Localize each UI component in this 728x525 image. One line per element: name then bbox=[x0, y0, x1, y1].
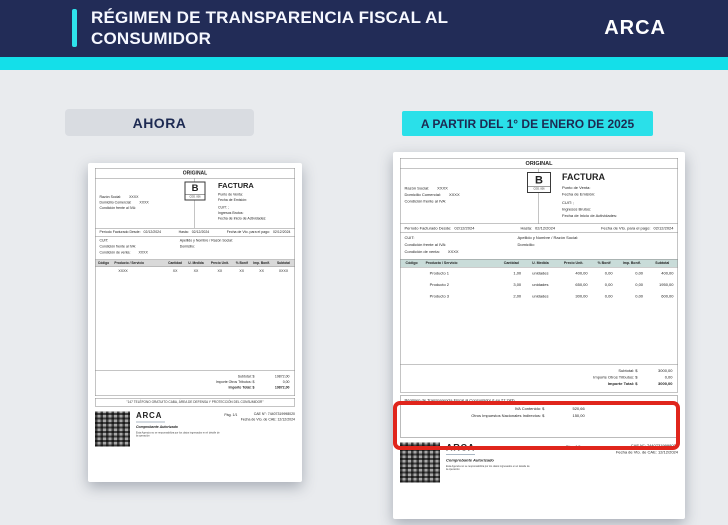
periodo-desde-label: Período Facturado Desde: bbox=[404, 226, 452, 231]
col-bonif: % Bonif bbox=[235, 261, 248, 265]
consumer-defense-line: "147 TELÉFONO GRATUITO CABA, ÁREA DE DEFENSA Y PROTECCIÓN DEL CONSUMIDOR" bbox=[95, 398, 295, 407]
invoice-2025 bbox=[393, 152, 685, 519]
label-ahora: AHORA bbox=[65, 109, 254, 136]
col-precio: Precio Unit. bbox=[563, 261, 584, 265]
cliente-cuit-label: CUIT: bbox=[99, 239, 109, 243]
total-value: 19872,00 bbox=[274, 386, 290, 390]
cae-block bbox=[241, 412, 295, 424]
cell-codigo bbox=[401, 271, 423, 276]
invoice-footer bbox=[95, 412, 295, 447]
punto-venta-label: Punto de Venta: bbox=[218, 193, 243, 197]
periodo-desde-value: 02/12/2024 bbox=[454, 226, 475, 231]
cae-value: 74407319998020 bbox=[267, 412, 295, 416]
iva-contenido-value: 520,66 bbox=[572, 406, 585, 411]
table-empty-space bbox=[96, 276, 295, 371]
col-impbonif: Imp. Bonif. bbox=[253, 261, 271, 265]
cell-subtotal: XXXX bbox=[278, 269, 289, 273]
punto-venta-label: Punto de Venta: bbox=[562, 185, 591, 190]
ingresos-brutos-label: Ingresos Brutos: bbox=[218, 211, 244, 215]
hasta-label: Hasta: bbox=[178, 230, 189, 234]
col-umedida: U. Medida bbox=[532, 261, 549, 265]
cell-impbonif: XX bbox=[259, 269, 264, 273]
totals-box bbox=[401, 364, 678, 392]
domicilio-comercial-value: XXXX bbox=[448, 192, 460, 197]
cell-cantidad: XX bbox=[172, 269, 178, 273]
cell-cantidad: 3,00 bbox=[513, 282, 522, 287]
items-table-header bbox=[96, 260, 295, 267]
invoice-body bbox=[95, 168, 295, 396]
col-codigo: Código bbox=[405, 261, 418, 265]
cell-impbonif: 0,00 bbox=[635, 282, 644, 287]
cell-umedida: unidades bbox=[532, 282, 549, 287]
doc-type-title: FACTURA bbox=[218, 181, 254, 190]
invoice-letter-box bbox=[185, 182, 206, 201]
vto-pago-value: 02/12/2024 bbox=[653, 226, 674, 231]
customer-info bbox=[96, 237, 295, 261]
invoice-letter: B bbox=[535, 173, 543, 186]
cell-subtotal: 400,00 bbox=[661, 271, 674, 276]
seller-info bbox=[401, 169, 540, 224]
cell-bonif: XX bbox=[239, 269, 245, 273]
item-row-3 bbox=[401, 291, 678, 303]
ingresos-brutos-label: Ingresos Brutos: bbox=[562, 207, 592, 212]
label-enero-2025: A PARTIR DEL 1° DE ENERO DE 2025 bbox=[402, 111, 653, 136]
subtotal-value: 3000,00 bbox=[658, 368, 673, 373]
cell-umedida: unidades bbox=[532, 271, 549, 276]
cell-precio: 300,00 bbox=[575, 294, 588, 299]
col-cantidad: Cantidad bbox=[168, 261, 183, 265]
vto-pago-label: Fecha de Vto. para el pago: bbox=[226, 230, 270, 234]
footer-arca-logo: ARCA bbox=[136, 411, 163, 420]
cae-vto-value: 12/12/2024 bbox=[277, 418, 295, 422]
cuit-label: CUIT: ; bbox=[562, 200, 575, 205]
invoice-letter: B bbox=[191, 183, 199, 194]
condicion-venta-value: XXXX bbox=[447, 249, 459, 254]
cell-precio: 400,00 bbox=[575, 271, 588, 276]
otros-tributos-value: 0,00 bbox=[664, 375, 673, 380]
domicilio-comercial-label: Domicilio Comercial: bbox=[99, 201, 132, 205]
invoice-meta bbox=[539, 169, 678, 224]
condicion-iva-label: Condición frente al IVA: bbox=[404, 199, 447, 204]
footer-arca-underline bbox=[136, 422, 165, 423]
cuit-label: CUIT: ; bbox=[218, 206, 229, 210]
item-row bbox=[96, 267, 295, 276]
invoice-ahora-card bbox=[88, 163, 302, 482]
subtotal-value: 19872,00 bbox=[274, 375, 290, 379]
hasta-value: 02/12/2024 bbox=[535, 226, 556, 231]
domicilio-label: Domicilio: bbox=[179, 245, 195, 249]
fecha-emision-label: Fecha de Emisión: bbox=[562, 192, 596, 197]
cell-bonif: 0,00 bbox=[604, 294, 613, 299]
title-accent-bar bbox=[72, 9, 77, 47]
condicion-venta-value: XXXX bbox=[138, 251, 148, 255]
razon-social-value: XXXX bbox=[129, 195, 139, 199]
cell-producto: Producto 3 bbox=[429, 294, 450, 299]
total-label: Importe Total: $ bbox=[228, 386, 255, 390]
invoice-body bbox=[400, 158, 678, 393]
invoice-letter-code: COD. 006 bbox=[528, 187, 550, 191]
total-value: 3000,00 bbox=[658, 381, 673, 386]
highlight-red-box bbox=[393, 401, 680, 450]
item-row-2 bbox=[401, 279, 678, 291]
page-number: Pág. 1/1 bbox=[566, 444, 581, 449]
table-empty-space bbox=[401, 302, 678, 364]
otros-impuestos-label: Otros Impuestos Nacionales Indirectos: $ bbox=[471, 413, 545, 418]
total-label: Importe Total: $ bbox=[607, 381, 638, 386]
periodo-desde-label: Período Facturado Desde: bbox=[99, 230, 141, 234]
header-bar bbox=[0, 0, 728, 57]
qr-code bbox=[95, 412, 130, 447]
cae-vto-label: Fecha de Vto. de CAE: bbox=[615, 450, 657, 455]
col-producto: Producto / Servicio bbox=[114, 261, 145, 265]
invoice-header bbox=[401, 169, 678, 224]
cae-label: CAE N°: bbox=[630, 443, 646, 448]
col-bonif: % Bonif bbox=[597, 261, 611, 265]
subtotal-label: Subtotal: $ bbox=[618, 368, 638, 373]
inicio-actividades-label: Fecha de Inicio de Actividades: bbox=[562, 213, 618, 218]
otros-impuestos-value: 150,00 bbox=[572, 413, 585, 418]
razon-social-label: Razón Social: bbox=[404, 186, 430, 191]
cell-cantidad: 1,00 bbox=[513, 271, 522, 276]
cell-codigo bbox=[401, 294, 423, 299]
billing-period-row bbox=[96, 229, 295, 237]
invoice-ahora bbox=[88, 163, 302, 482]
invoice-2025-card bbox=[393, 152, 685, 519]
col-producto: Producto / Servicio bbox=[425, 261, 458, 265]
condicion-venta-label: Condición de venta: bbox=[99, 251, 131, 255]
cell-umedida: unidades bbox=[532, 294, 549, 299]
arca-logo: ARCA bbox=[604, 17, 666, 39]
col-precio: Precio Unit. bbox=[210, 261, 229, 265]
razon-social-label: Razón Social: bbox=[99, 195, 122, 199]
footer-disclaimer: Esta Agencia no se responsabiliza por los datos ingresados en el detalle de la operación bbox=[446, 465, 530, 471]
cell-codigo bbox=[96, 270, 112, 274]
divider-stripe bbox=[0, 57, 728, 70]
razon-social-value: XXXX bbox=[437, 186, 448, 191]
cliente-condicion-iva-label: Condición frente al IVA: bbox=[404, 242, 447, 247]
cell-subtotal: 600,00 bbox=[661, 294, 674, 299]
condicion-venta-label: Condición de venta: bbox=[404, 249, 440, 254]
cae-value: 74407319998020 bbox=[646, 443, 678, 448]
cell-impbonif: 0,00 bbox=[635, 271, 644, 276]
otros-tributos-label: Importe Otros Tributos: $ bbox=[593, 375, 638, 380]
col-cantidad: Cantidad bbox=[503, 261, 519, 265]
original-label: ORIGINAL bbox=[96, 169, 295, 179]
fecha-emision-label: Fecha de Emisión: bbox=[218, 198, 247, 202]
hasta-label: Hasta: bbox=[520, 226, 533, 231]
comprobante-autorizado: Comprobante Autorizado bbox=[136, 425, 178, 429]
col-subtotal: Subtotal bbox=[655, 261, 670, 265]
otros-tributos-label: Importe Otros Tributos: $ bbox=[215, 380, 255, 384]
iva-contenido-label: IVA Contenido: $ bbox=[514, 406, 545, 411]
periodo-desde-value: 02/12/2024 bbox=[143, 230, 162, 234]
invoice-letter-code: COD. 006 bbox=[186, 195, 205, 199]
comprobante-autorizado: Comprobante Autorizado bbox=[446, 458, 494, 463]
cae-vto-value: 12/12/2024 bbox=[657, 450, 678, 455]
condicion-iva-label: Condición frente al IVA: bbox=[99, 206, 137, 210]
invoice-letter-box bbox=[527, 172, 551, 193]
cell-impbonif: 0,00 bbox=[635, 294, 644, 299]
cell-umedida: XX bbox=[193, 269, 199, 273]
col-codigo: Código bbox=[97, 261, 110, 265]
cell-subtotal: 1950,00 bbox=[659, 282, 674, 287]
page-number: Pág. 1/1 bbox=[224, 413, 238, 417]
page-title: RÉGIMEN DE TRANSPARENCIA FISCAL AL CONSUMIDOR bbox=[91, 8, 448, 48]
cell-codigo bbox=[401, 283, 423, 288]
seller-info bbox=[96, 179, 196, 229]
domicilio-comercial-label: Domicilio Comercial: bbox=[404, 192, 441, 197]
cell-precio: XX bbox=[217, 269, 223, 273]
cell-precio: 650,00 bbox=[575, 282, 588, 287]
invoice-meta bbox=[195, 179, 295, 229]
footer-disclaimer: Esta Agencia no se responsabiliza por los datos ingresados en el detalle de la operación bbox=[136, 431, 220, 438]
cae-label: CAE N°: bbox=[253, 412, 267, 416]
inicio-actividades-label: Fecha de Inicio de Actividades: bbox=[218, 217, 267, 221]
cae-vto-label: Fecha de Vto. de CAE: bbox=[240, 418, 277, 422]
items-table-header bbox=[401, 260, 678, 268]
col-umedida: U. Medida bbox=[188, 261, 204, 265]
cell-producto: Producto 2 bbox=[429, 282, 450, 287]
col-subtotal: Subtotal bbox=[277, 261, 291, 265]
otros-tributos-value: 0,00 bbox=[282, 380, 290, 384]
domicilio-comercial-value: XXXX bbox=[139, 201, 149, 205]
cliente-cuit-label: CUIT: bbox=[404, 235, 415, 240]
subtotal-label: Subtotal: $ bbox=[237, 375, 255, 379]
cell-bonif: 0,00 bbox=[604, 271, 613, 276]
doc-type-title: FACTURA bbox=[562, 172, 605, 182]
hasta-value: 02/12/2024 bbox=[191, 230, 210, 234]
customer-info bbox=[401, 233, 678, 260]
invoice-header bbox=[96, 179, 295, 229]
footer-arca-logo: ARCA bbox=[446, 442, 475, 453]
apellido-nombre-label: Apellido y Nombre / Razón Social: bbox=[179, 239, 233, 243]
transparencia-title: Régimen de Transparencia Fiscal al Consumidor (Ley 27.743) bbox=[404, 398, 515, 403]
cell-cantidad: 2,00 bbox=[513, 294, 522, 299]
original-label: ORIGINAL bbox=[401, 159, 678, 170]
vto-pago-value: 02/12/2024 bbox=[272, 230, 291, 234]
cliente-condicion-iva-label: Condición frente al IVA: bbox=[99, 245, 137, 249]
billing-period-row bbox=[401, 224, 678, 233]
cell-producto: XXXX bbox=[118, 269, 128, 273]
col-impbonif: Imp. Bonif. bbox=[622, 261, 641, 265]
footer-arca-block bbox=[136, 412, 221, 438]
footer-arca-underline bbox=[446, 454, 475, 455]
item-row-1 bbox=[401, 268, 678, 280]
domicilio-label: Domicilio: bbox=[517, 242, 535, 247]
cell-bonif: 0,00 bbox=[604, 282, 613, 287]
apellido-nombre-label: Apellido y Nombre / Razón Social: bbox=[517, 235, 579, 240]
totals-box bbox=[96, 371, 295, 396]
cell-producto: Producto 1 bbox=[429, 271, 450, 276]
vto-pago-label: Fecha de Vto. para el pago: bbox=[601, 226, 651, 231]
